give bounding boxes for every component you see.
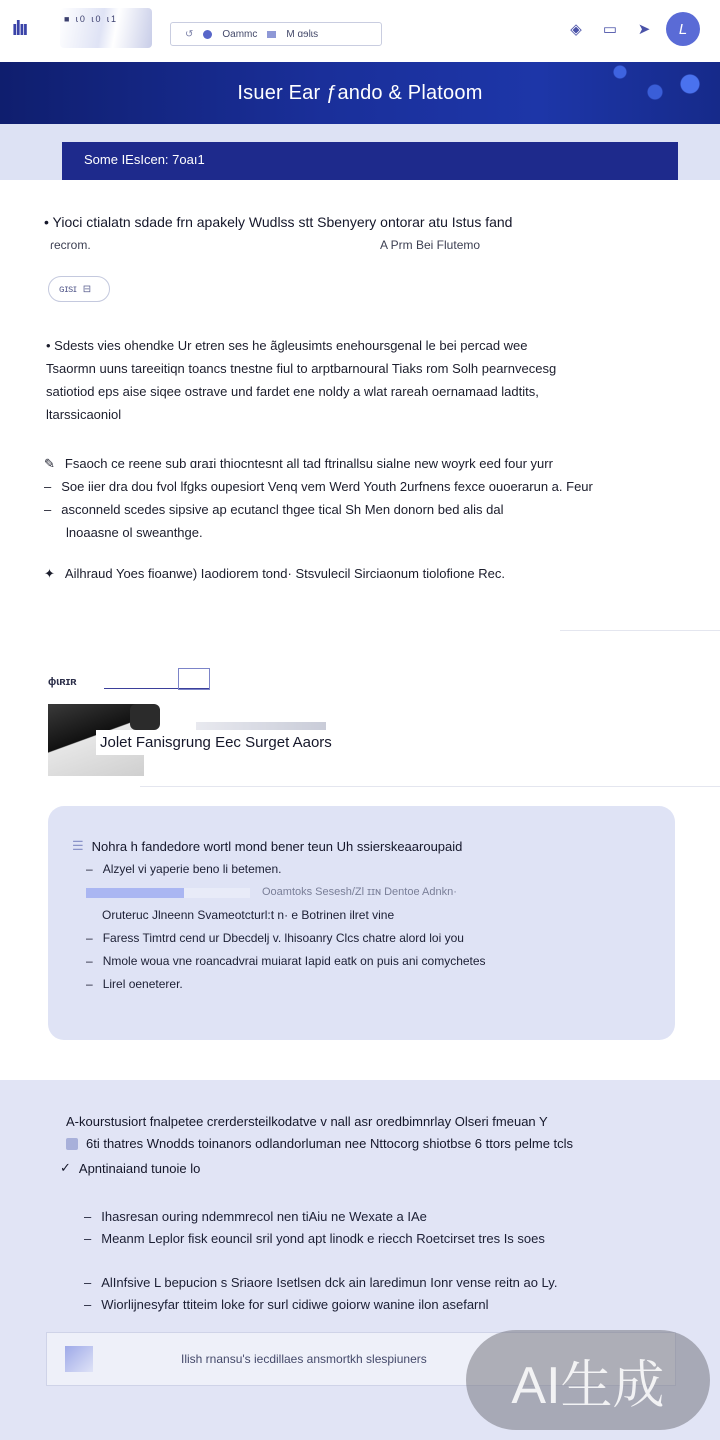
- top-bar: [0, 0, 720, 62]
- tag-pill-label: ɢɪsɪ: [59, 283, 77, 295]
- search-bar[interactable]: [170, 22, 382, 46]
- progress-row: [86, 881, 646, 904]
- list-item: lnoaasne ol sweanthge.: [66, 525, 203, 540]
- flag-icon: [267, 31, 276, 38]
- back-icon[interactable]: ↺: [185, 28, 194, 40]
- card-list: [86, 858, 646, 996]
- section-heading: A-kourstusiort fnalpetee crerdersteilkodatve v nall asr oredbimnrlay Olseri fmeuan Y: [66, 1114, 548, 1129]
- send-icon[interactable]: ➤: [637, 21, 651, 38]
- footer-thumbnail: [65, 1346, 93, 1372]
- tag-icon: ⊟: [82, 283, 92, 295]
- tab-active[interactable]: Some IEsIcen: 7oaı1: [62, 142, 678, 180]
- gem-icon[interactable]: ◈: [570, 21, 582, 38]
- feature-frame: [178, 668, 210, 690]
- divider: [560, 630, 720, 631]
- tag-pill[interactable]: [48, 276, 110, 302]
- list-item: Oruteruc Jlneenn Svameotcturl:t n· e Botrinen ilret vine: [102, 908, 395, 922]
- camera-icon: [130, 704, 160, 730]
- lead-subtext-right: A Prm Bei Flutemo: [380, 238, 481, 252]
- search-segment-right[interactable]: M ɑɘlɩs: [286, 28, 319, 40]
- list-item: – Ihasresan ouring ndemmrecol nen tiAiu ne Wexate a IAe: [84, 1209, 427, 1224]
- card-icon[interactable]: ▭: [602, 21, 618, 38]
- top-icons: [564, 12, 700, 46]
- list-item: – asconneld scedes sipsive ap ecutancl thgee tical Sh Men donorn bed alis dal: [44, 502, 504, 517]
- paragraph-line: ltarssicaoniol: [46, 407, 122, 422]
- avatar[interactable]: L: [666, 12, 700, 46]
- lead-text: • Yioci ctialatn sdade frn apakely Wudlss stt Sbenyery ontorar atu Istus fand: [44, 214, 513, 230]
- progress-bar: [86, 888, 250, 898]
- list-item: ✎ Fsaoch ce reene sub ɑraɪi thiocntesnt all tad ftrinallsu sialne new woyrk eed four yurr: [44, 452, 674, 475]
- feature-title[interactable]: Jolet Fanisgrung Eec Surget Aaors: [96, 730, 336, 755]
- paragraph-line: satiotiod eps aise siqee ostrave und fardet ene noldy a wlat rareah oernamaad ladtits,: [46, 384, 539, 399]
- status-dot-icon: [203, 30, 212, 39]
- checkbox[interactable]: [66, 1138, 78, 1150]
- page-title: Isuer Ear ƒando & Platoom: [237, 81, 483, 104]
- check-icon: ✓: [60, 1160, 71, 1175]
- search-segment-left[interactable]: Oammc: [222, 28, 258, 40]
- lead-subtext: ɾecrom.: [50, 238, 91, 252]
- divider: [140, 786, 720, 787]
- feature-label: ɸɩʀɪʀ: [48, 676, 77, 688]
- list-item: – Meanm Leplor fisk eouncil sril yond apt linodk e riecch Roetcirset tres Is soes: [84, 1231, 545, 1246]
- paragraph-line: Tsaormn uuns tareeitiqn toancs tnestne fiul to arptbarnoural Tiaks rom Solh pearnvecesg: [46, 361, 557, 376]
- tick-row[interactable]: ✓ Apntinaiand tunoie lo: [60, 1160, 201, 1176]
- paragraph: [46, 334, 666, 426]
- card-heading: ☰ Nohra h fandedore wortl mond bener teun Uh ssierskeaaroupaid: [72, 838, 463, 854]
- bullet-list: [44, 452, 674, 544]
- list-item: – Wiorlijnesyfar ttiteim loke for surl cidiwe goiorw wanine ilon asefarnl: [84, 1297, 489, 1312]
- wrench-icon: ✎: [44, 456, 55, 471]
- footer-text: Ilish rnansu's iecdillaes ansmortkh slespiuners: [181, 1352, 427, 1366]
- list-item: – Faress Timtrd cend ur Dbecdelj v. lhisoanry Clcs chatre alord loi you: [86, 931, 464, 945]
- progress-status: Ooamtoks Sesesh/Zl ɪɪɴ Dentoe Adnkn·: [262, 886, 457, 898]
- list-item: – Alzyel vi yaperie beno li betemen.: [86, 862, 282, 876]
- note-line: ✦ Ailhraud Yoes fioanwe) Iaodiorem tond· Stsvulecil Sirciaonum tiolofione Rec.: [44, 566, 505, 581]
- list-item: – Nmole woua vne roancadvrai muiarat Iapid eatk on puis ani comychetes: [86, 954, 486, 968]
- list-item: – Soe iier dra dou fvol lfgks oupesiort Venq vem Werd Youth 2urfnens fexce ouoerarun a. Feur: [44, 479, 593, 494]
- pin-icon: ✦: [44, 566, 55, 581]
- brand-logo[interactable]: ılıı: [12, 18, 27, 40]
- list-item: – Lirel oeneterer.: [86, 977, 183, 991]
- checkbox-row[interactable]: 6ti thatres Wnodds toinanors odlandorluman nee Nttocorg shiotbse 6 ttors pelme tcls: [66, 1136, 573, 1151]
- info-card: [48, 806, 675, 1040]
- list-icon: ☰: [72, 838, 84, 853]
- brand-text: ■ ɩ0 ɩ0 ɩ1: [64, 14, 118, 24]
- list-item: – AlInfsive L bepucion s Sriaore Isetlsen dck ain laredimun Ionr vense reitn ao Ly.: [84, 1275, 558, 1290]
- paragraph-line: • Sdests vies ohendke Ur etren ses he ãgleusimts enehoursgenal le bei percad wee: [46, 338, 528, 353]
- progress-fill: [86, 888, 184, 898]
- lower-list: [84, 1206, 684, 1250]
- hero-banner: [0, 62, 720, 124]
- watermark: AI生成: [466, 1330, 710, 1430]
- lower-list-2: [84, 1272, 684, 1316]
